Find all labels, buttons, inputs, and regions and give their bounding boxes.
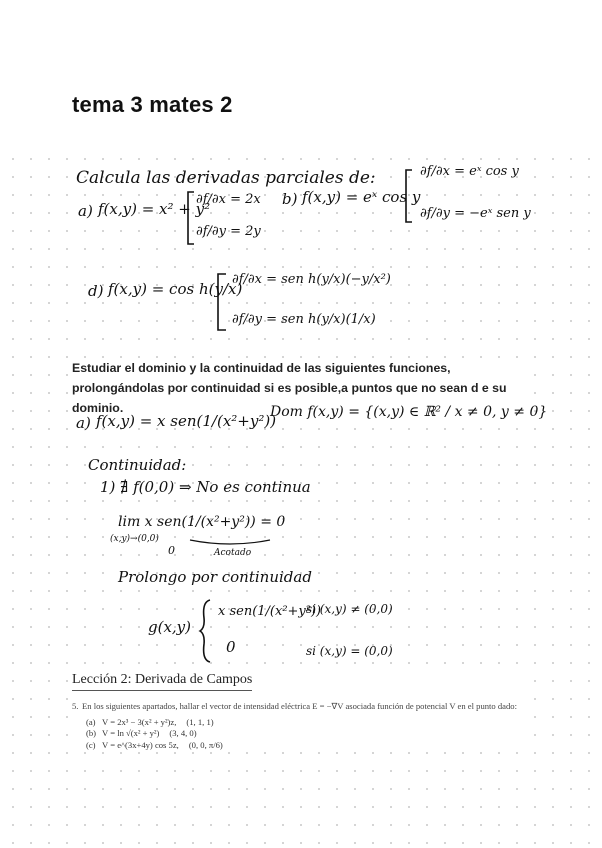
item-point: (3, 4, 0): [169, 728, 197, 738]
part-d-dfdy: ∂f/∂y = sen h(y/x)(1/x): [232, 312, 376, 327]
item-label: (c): [86, 739, 96, 750]
part-a-function: f(x,y) = x² + y²: [98, 200, 211, 218]
lesson-title: Lección 2: Derivada de Campos: [72, 672, 253, 687]
exercise-5: [72, 701, 532, 712]
exercise-item: [86, 717, 532, 729]
item-point: (1, 1, 1): [186, 716, 214, 727]
bracket-d: [216, 272, 228, 332]
section1-heading: Calcula las derivadas parciales de:: [76, 168, 376, 188]
limit-expression: lim x sen(1/(x²+y²)) = 0: [118, 514, 286, 530]
exercise-item: [86, 740, 532, 752]
g-case1-expression: x sen(1/(x²+y²)): [218, 604, 322, 619]
exercise-number: 5.: [72, 701, 79, 711]
limit-subscript: (x,y)→(0,0): [110, 534, 159, 544]
g-case2-condition: si (x,y) = (0,0): [306, 644, 393, 658]
item-expression: V = e^(3x+4y) cos 5z,: [102, 739, 179, 750]
part-a-label: a): [78, 202, 93, 220]
part-d-function: f(x,y) = cos h(y/x): [108, 280, 243, 298]
part-d-label: d): [88, 282, 104, 300]
item-label: (b): [86, 728, 97, 738]
exercise-item: [86, 728, 532, 740]
g-cases-brace: [198, 598, 212, 664]
item-point: (0, 0, π/6): [188, 739, 223, 750]
acotado-label: Acotado: [214, 548, 252, 558]
page-title: tema 3 mates 2: [72, 92, 233, 117]
section2-a-label: a): [76, 414, 91, 432]
part-d-dfdx: ∂f/∂x = sen h(y/x)(−y/x²): [232, 272, 391, 287]
bracket-b: [404, 168, 414, 224]
g-function-label: g(x,y): [148, 618, 192, 636]
g-case2-expression: 0: [226, 638, 236, 656]
limit-zero-label: 0: [168, 544, 175, 557]
lesson-excerpt: [72, 672, 532, 751]
printed-statement: Estudiar el dominio y la continuidad de las siguientes funciones, prolongándolas por continuidad si es posible,a puntos que no sean d e su dominio.: [72, 358, 532, 418]
section2-a-function: f(x,y) = x sen(1/(x²+y²)): [96, 412, 277, 430]
continuidad-heading: Continuidad:: [88, 456, 187, 474]
exercise-items: [72, 717, 532, 752]
acotado-brace: [188, 538, 272, 548]
part-b-label: b): [282, 190, 298, 208]
continuidad-step1: 1) ∄ f(0,0) ⇒ No es continua: [100, 478, 311, 496]
g-case1-condition: si (x,y) ≠ (0,0): [306, 602, 393, 616]
bracket-a: [186, 190, 196, 246]
part-b-dfdx: ∂f/∂x = eˣ cos y: [420, 164, 519, 179]
prolongo-heading: Prolongo por continuidad: [118, 568, 312, 586]
lesson-title-underline: [72, 690, 252, 691]
item-label: (a): [86, 716, 96, 727]
domain-statement: Dom f(x,y) = {(x,y) ∈ ℝ² / x ≠ 0, y ≠ 0}: [270, 404, 548, 420]
item-expression: V = 2x³ − 3(x² + y²)z,: [102, 716, 177, 727]
exercise-text: En los siguientes apartados, hallar el vector de intensidad eléctrica E = −∇V asociada función de potencial V en el punto dado:: [82, 701, 517, 711]
part-a-dfdy: ∂f/∂y = 2y: [196, 224, 261, 239]
part-a-dfdx: ∂f/∂x = 2x: [196, 192, 261, 207]
part-b-function: f(x,y) = eˣ cos y: [302, 188, 421, 206]
item-expression: V = ln √(x² + y²): [102, 728, 160, 738]
page-header-area: [0, 0, 602, 150]
part-b-dfdy: ∂f/∂y = −eˣ sen y: [420, 206, 531, 221]
